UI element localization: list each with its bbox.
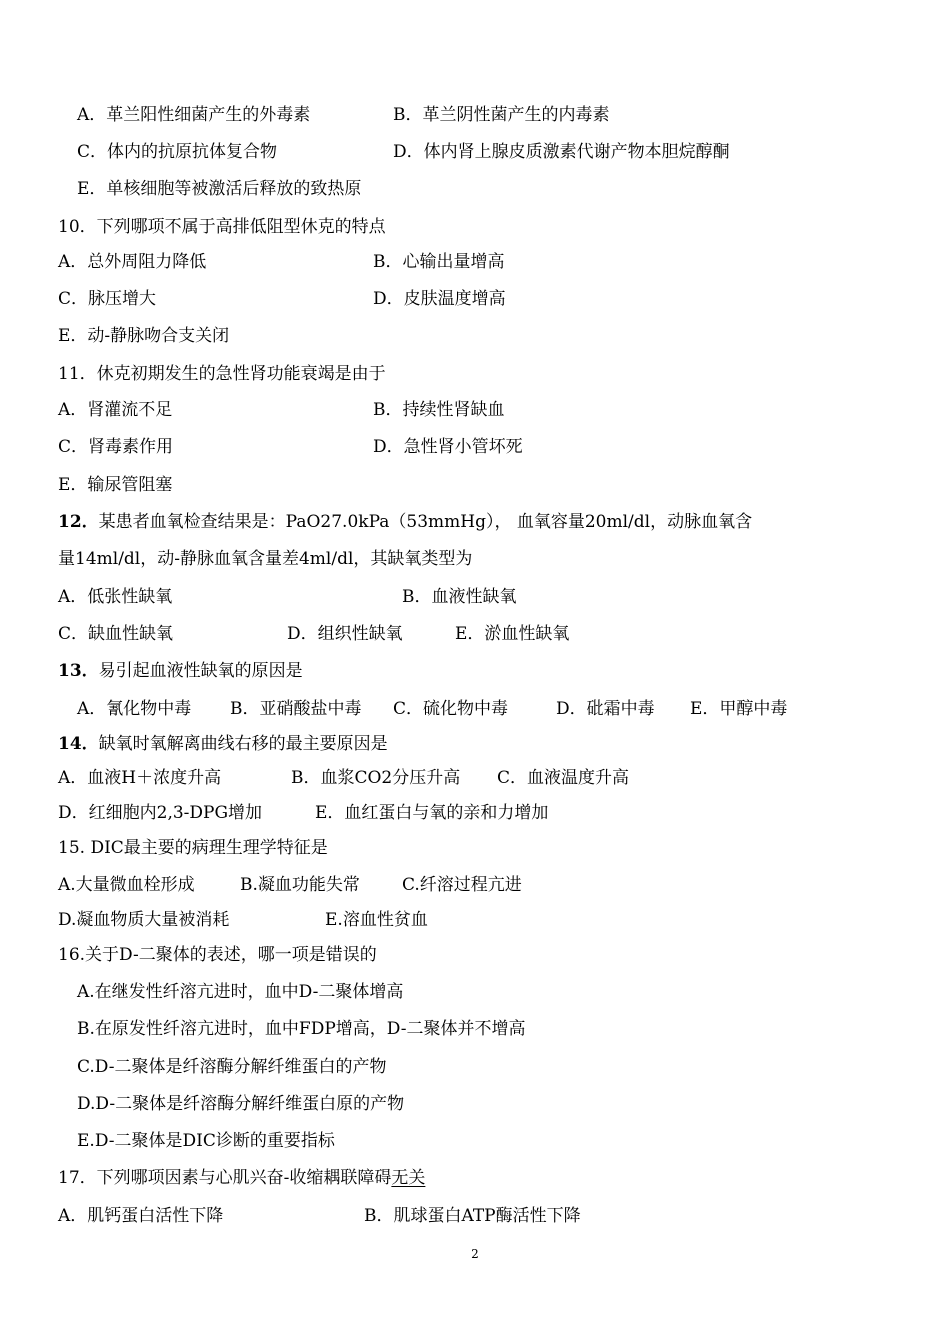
q9-options-row-1	[0, 101, 950, 129]
q12-option-b: B．血液性缺氧	[402, 587, 517, 607]
q10-stem: 10．下列哪项不属于高排低阻型休克的特点	[58, 217, 386, 237]
q14-stem-line	[58, 730, 388, 758]
q16-options-row-b	[0, 1015, 950, 1043]
q15-option-c: C.纤溶过程亢进	[402, 875, 522, 895]
q9-option-a: A．革兰阳性细菌产生的外毒素	[77, 105, 311, 125]
q14-stem-row	[0, 730, 950, 758]
q10-option-c: C．脉压增大	[58, 289, 157, 309]
q14-options-row-2	[0, 799, 950, 827]
q10-options-row-1	[0, 248, 950, 276]
q15-stem: 15. DIC最主要的病理生理学特征是	[58, 838, 328, 858]
q17-option-a: A．肌钙蛋白活性下降	[58, 1206, 224, 1226]
q16-option-e: E.D-二聚体是DIC诊断的重要指标	[77, 1131, 335, 1151]
q17-options-row-1	[0, 1202, 950, 1230]
q13-stem: 易引起血液性缺氧的原因是	[98, 661, 303, 681]
q15-option-b: B.凝血功能失常	[240, 875, 360, 895]
q12-option-c: C．缺血性缺氧	[58, 624, 174, 644]
q11-options-row-1	[0, 396, 950, 424]
q12-stem-row-1	[0, 508, 950, 536]
q16-options-row-d	[0, 1090, 950, 1118]
q12-stem-row-2	[0, 545, 950, 573]
q12-number: 12．	[58, 512, 99, 532]
q15-options-row-1	[0, 871, 950, 899]
q10-option-b: B．心输出量增高	[373, 252, 505, 272]
q13-option-e: E．甲醇中毒	[690, 699, 788, 719]
q15-options-row-2	[0, 906, 950, 934]
q11-options-row-2	[0, 433, 950, 461]
q14-option-b: B．血浆CO2分压升高	[291, 768, 461, 788]
q14-options-row-1	[0, 764, 950, 792]
q9-options-row-2	[0, 138, 950, 166]
q12-option-a: A．低张性缺氧	[58, 587, 173, 607]
q13-stem-line	[58, 657, 303, 685]
q13-number: 13．	[58, 661, 99, 681]
q14-option-d: D．红细胞内2,3-DPG增加	[58, 803, 263, 823]
q9-options-row-3	[0, 175, 950, 203]
q9-option-c: C．体内的抗原抗体复合物	[77, 142, 278, 162]
q11-option-e: E．输尿管阻塞	[58, 475, 173, 495]
q11-option-c: C．肾毒素作用	[58, 437, 174, 457]
q17-stem-line	[58, 1164, 425, 1192]
q13-option-c: C．硫化物中毒	[393, 699, 509, 719]
q16-option-b: B.在原发性纤溶亢进时，血中FDP增高，D-二聚体并不增高	[77, 1019, 526, 1039]
q10-stem-row	[0, 213, 950, 241]
q16-option-d: D.D-二聚体是纤溶酶分解纤维蛋白原的产物	[77, 1094, 405, 1114]
q15-stem-row	[0, 834, 950, 862]
q11-stem: 11．休克初期发生的急性肾功能衰竭是由于	[58, 364, 386, 384]
q16-stem-row	[0, 941, 950, 969]
q10-option-e: E．动-静脉吻合支关闭	[58, 326, 230, 346]
q9-option-d: D．体内肾上腺皮质激素代谢产物本胆烷醇酮	[393, 142, 730, 162]
q12-option-e: E．淤血性缺氧	[455, 624, 570, 644]
page-number: 2	[471, 1247, 479, 1261]
q16-options-row-c	[0, 1053, 950, 1081]
q14-option-c: C．血液温度升高	[497, 768, 630, 788]
q13-option-b: B．亚硝酸盐中毒	[230, 699, 362, 719]
q11-options-row-3	[0, 471, 950, 499]
q10-options-row-3	[0, 322, 950, 350]
q16-options-row-e	[0, 1127, 950, 1155]
q12-stem-line-1	[58, 508, 752, 536]
q12-stem-line-2: 量14ml/dl，动-静脉血氧含量差4ml/dl，其缺氧类型为	[58, 549, 473, 569]
q11-option-d: D．急性肾小管坏死	[373, 437, 523, 457]
q16-stem: 16.关于D-二聚体的表述，哪一项是错误的	[58, 945, 377, 965]
q13-option-a: A．氰化物中毒	[77, 699, 192, 719]
q17-option-b: B．肌球蛋白ATP酶活性下降	[364, 1206, 581, 1226]
q16-option-a: A.在继发性纤溶亢进时，血中D-二聚体增高	[77, 982, 404, 1002]
q17-stem-row	[0, 1164, 950, 1192]
q9-option-b: B．革兰阴性菌产生的内毒素	[393, 105, 610, 125]
q13-stem-row	[0, 657, 950, 685]
q14-number: 14．	[58, 734, 99, 754]
q12-options-row-1	[0, 583, 950, 611]
q12-stem-text-1: 某患者血氧检查结果是：PaO27.0kPa（53mmHg）， 血氧容量20ml/dl，动脉血氧含	[98, 512, 753, 532]
q13-option-d: D．砒霜中毒	[556, 699, 655, 719]
q12-option-d: D．组织性缺氧	[287, 624, 403, 644]
q14-option-a: A．血液H＋浓度升高	[58, 768, 222, 788]
q11-option-b: B．持续性肾缺血	[373, 400, 505, 420]
q10-option-a: A．总外周阻力降低	[58, 252, 207, 272]
q10-option-d: D．皮肤温度增高	[373, 289, 506, 309]
q16-options-row-a	[0, 978, 950, 1006]
q10-options-row-2	[0, 285, 950, 313]
q12-options-row-2	[0, 620, 950, 648]
q14-stem: 缺氧时氧解离曲线右移的最主要原因是	[98, 734, 388, 754]
q9-option-e: E．单核细胞等被激活后释放的致热原	[77, 179, 362, 199]
q15-option-e: E.溶血性贫血	[325, 910, 428, 930]
q15-option-a: A.大量微血栓形成	[58, 875, 195, 895]
q13-options-row	[0, 695, 950, 723]
q14-option-e: E．血红蛋白与氧的亲和力增加	[315, 803, 549, 823]
q15-option-d: D.凝血物质大量被消耗	[58, 910, 230, 930]
q17-stem: 17．下列哪项因素与心肌兴奋-收缩耦联障碍	[58, 1168, 392, 1188]
q11-option-a: A．肾灌流不足	[58, 400, 173, 420]
q11-stem-row	[0, 360, 950, 388]
q16-option-c: C.D-二聚体是纤溶酶分解纤维蛋白的产物	[77, 1057, 387, 1077]
q17-stem-emphasis: 无关	[391, 1168, 426, 1188]
